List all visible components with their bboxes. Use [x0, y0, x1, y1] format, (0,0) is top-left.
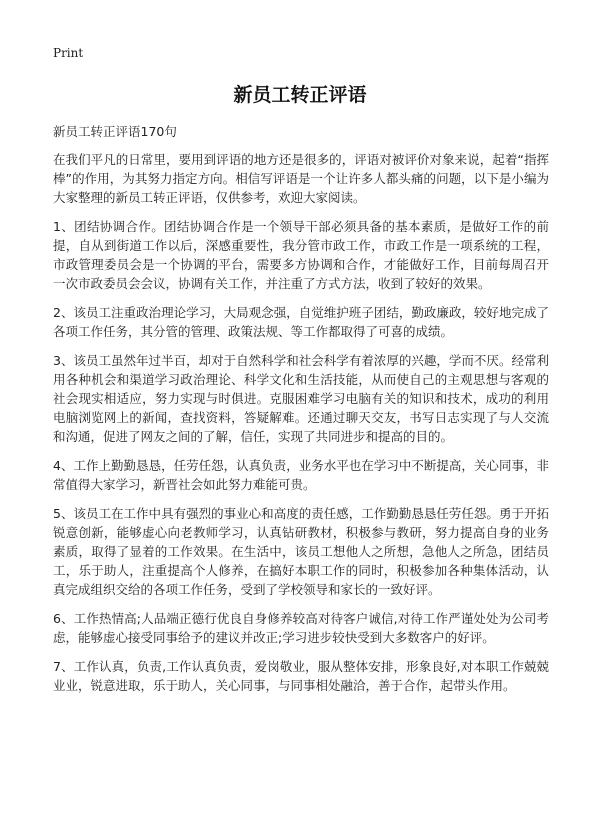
print-link[interactable]: Print: [53, 46, 84, 60]
document-title: 新员工转正评语: [233, 84, 367, 106]
document-subtitle: 新员工转正评语170句: [53, 124, 177, 139]
comment-paragraph-1: 1、团结协调合作。团结协调合作是一个领导干部必须具备的基本素质，是做好工作的前提，自从到街道工作以后，深感重要性，我分管市政工作，市政工作是一项系统的工程，市政管理委员会是一个协调的平台，需要多方协调和合作，才能做好工作，目前每周召开一次市政委员会会议，协调有关工作，并注重了方式方法，收到了较好的效果。: [53, 219, 549, 291]
comment-paragraph-6: 6、工作热情高;人品端正德行优良自身修养较高对待客户诚信,对待工作严谨处处为公司考虑，能够虚心接受同事给予的建议并改正;学习进步较快受到大多数客户的好评。: [53, 611, 549, 645]
comment-paragraph-3: 3、该员工虽然年过半百，却对于自然科学和社会科学有着浓厚的兴趣，学而不厌。经常利用各种机会和渠道学习政治理论、科学文化和生活技能，从而使自己的主观思想与客观的社会现实相适应，努力实现与时俱进。克服困难学习电脑有关的知识和技术，成功的利用电脑浏览网上的新闻，查找资料，答疑解难。还通过聊天交友，书写日志实现了与人交流和沟通，促进了网友之间的了解，信任，实现了共同进步和提高的目的。: [53, 353, 549, 444]
comment-paragraph-4: 4、工作上勤勤恳恳，任劳任怨，认真负责，业务水平也在学习中不断提高，关心同事，非常值得大家学习，新晋社会如此努力难能可贵。: [53, 458, 549, 492]
intro-paragraph: 在我们平凡的日常里，要用到评语的地方还是很多的，评语对被评价对象来说，起着“指挥棒”的作用，为其努力指定方向。相信写评语是一个让许多人都头痛的问题，以下是小编为大家整理的新员工转正评语，仅供参考，欢迎大家阅读。: [53, 152, 549, 205]
comment-paragraph-7: 7、工作认真，负责,工作认真负责，爱岗敬业，服从整体安排，形象良好,对本职工作兢兢业业，锐意进取，乐于助人，关心同事，与同事相处融洽，善于合作，起带头作用。: [53, 659, 549, 693]
document-body: [53, 150, 549, 705]
comment-paragraph-2: 2、该员工注重政治理论学习，大局观念强，自觉维护班子团结，勤政廉政，较好地完成了各项工作任务，其分管的管理、政策法规、等工作都取得了可喜的成绩。: [53, 305, 549, 339]
comment-paragraph-5: 5、该员工在工作中具有强烈的事业心和高度的责任感，工作勤勤恳恳任劳任怨。勇于开拓锐意创新，能够虚心向老教师学习，认真钻研教材，积极参与教研，努力提高自身的业务素质，取得了显着的工作效果。在生活中，该员工想他人之所想，急他人之所急，团结员工，乐于助人，注重提高个人修养，在搞好本职工作的同时，积极参加各种集体活动，认真完成组织交给的各项工作任务，受到了学校领导和家长的一致好评。: [53, 506, 549, 597]
